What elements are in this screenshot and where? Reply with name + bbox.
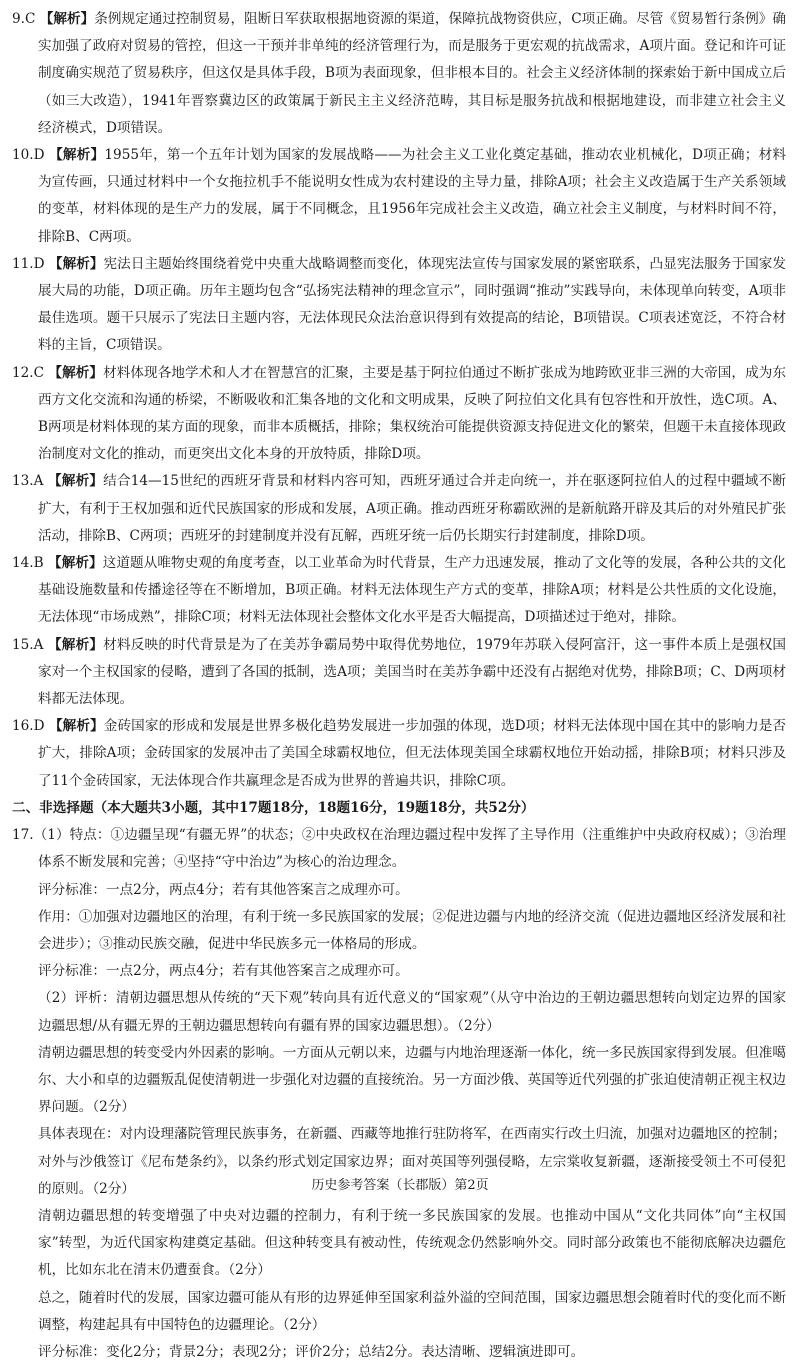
item-text: 材料体现各地学术和人才在智慧宫的汇聚，主要是基于阿拉伯通过不断扩张成为地跨欧亚非三洲的大帝国，成为东西方文化交流和沟通的桥梁，不断吸收和汇集各地的文化和文明成果，反映了阿拉伯文化具有包容性和开放性，选C项。A、B两项是材料体现的某方面的现象，而非本质概括，排除；集权统治可能提供资源支持促进文化的繁荣，但题干未直接体现政治制度对文化的推动，而更突出文化本身的开放特质，排除D项。: [38, 364, 786, 463]
section-title: 二、非选择题（本大题共3小题，其中17题18分，18题16分，19题18分，共52分）: [12, 799, 535, 816]
item-number: 15.: [12, 636, 34, 653]
item-number: 12.: [12, 364, 34, 381]
analysis-tag: 【解析】: [39, 11, 95, 27]
q17-part2-evaluation: （2）评析：清朝边疆思想从传统的“天下观”转向具有近代意义的“国家观”（从守中治边的王朝边疆思想转向划定边界的国家边疆思想/从有疆无界的王朝边疆思想转向有疆有界的国家边疆思想）。（2分）: [38, 990, 786, 1034]
answer-item-10: [12, 142, 786, 251]
analysis-tag: 【解析】: [48, 718, 104, 735]
item-number: 10.: [12, 147, 34, 164]
analysis-tag: 【解析】: [48, 555, 103, 572]
answer-item-15: [12, 632, 786, 714]
q17-part1-effects: 作用：①加强对边疆地区的治理，有利于统一多民族国家的发展；②促进边疆与内地的经济交流（促进边疆地区经济发展和社会进步）；③推动民族交融，促进中华民族多元一体格局的形成。: [38, 908, 786, 952]
q17-scoring-3: 评分标准：变化2分；背景2分；表现2分；评价2分；总结2分。表达清晰、逻辑演进即可。: [38, 1343, 585, 1360]
item-text: 宪法日主题始终围绕着党中央重大战略调整而变化，体现宪法宣传与国家发展的紧密联系，凸显宪法服务于国家发展大局的功能，D项正确。历年主题均包含“弘扬宪法精神的理念宣示”，同时强调“推动”实践导向，未体现单向转变，A项非最佳选项。题干只展示了宪法日主题内容，无法体现民众法治意识得到有效提高的结论，B项错误。C项表述宽泛，不符合材料的主旨，C项错误。: [38, 255, 787, 354]
q17-scoring-1: 评分标准：一点2分，两点4分；若有其他答案言之成理亦可。: [38, 881, 409, 898]
item-number: 14.: [12, 555, 34, 572]
answer-item-12: [12, 360, 786, 469]
item-answer: C: [24, 11, 36, 27]
analysis-tag: 【解析】: [47, 473, 104, 490]
item-answer: A: [33, 473, 44, 490]
item-text: 结合14—15世纪的西班牙背景和材料内容可知，西班牙通过合并走向统一，并在驱逐阿拉伯人的过程中疆域不断扩大，有利于王权加强和近代民族国家的形成和发展，A项正确。推动西班牙称霸欧洲的是新航路开辟及其后的对外殖民扩张活动，排除B、C两项；西班牙的封建制度并没有瓦解，西班牙统一后仍长期实行封建制度，排除D项。: [38, 473, 786, 544]
answer-item-14: [12, 550, 786, 632]
q17-scoring-2: 评分标准：一点2分，两点4分；若有其他答案言之成理亦可。: [38, 963, 409, 980]
item-number: 9.: [12, 11, 25, 27]
item-answer: D: [33, 718, 45, 735]
q17-part2-assessment: 清朝边疆思想的转变增强了中央对边疆的控制力，有利于统一多民族国家的发展。也推动中国从“文化共同体”向“主权国家”转型，为近代国家构建奠定基础。但这种转变具有被动性，传统观念仍然影响外交。同时部分政策也不能彻底解决边疆危机，比如东北在清末仍遭蚕食。（2分）: [38, 1207, 786, 1279]
item-number: 11.: [12, 255, 34, 272]
item-text: 条例规定通过控制贸易，阻断日军获取根据地资源的渠道，保障抗战物资供应，C项正确。尽管《贸易暂行条例》确实加强了政府对贸易的管控，但这一干预并非单纯的经济管理行为，而是服务于更宏观的抗战需求，A项片面。登记和许可证制度确实规范了贸易秩序，但这仅是具体手段，B项为表面现象，但非根本目的。社会主义经济体制的探索始于新中国成立后（如三大改造），1941年晋察冀边区的政策属于新民主主义经济范畴，其目标是服务抗战和根据地建设，而非建立社会主义经济模式，D项错误。: [38, 11, 786, 136]
answer-item-11: [12, 251, 786, 360]
q17-part2-background: 清朝边疆思想的转变受内外因素的影响。一方面从元朝以来，边疆与内地治理逐渐一体化，统一多民族国家得到发展。但准噶尔、大小和卓的边疆叛乱促使清朝进一步强化对边疆的直接统治。另一方面沙俄、英国等近代列强的扩张迫使清朝正视主权边界问题。（2分）: [38, 1044, 786, 1116]
answer-item-16: [12, 713, 786, 795]
item-text: 这道题从唯物史观的角度考查，以工业革命为时代背景，生产力迅速发展，推动了文化等的发展，各种公共的文化基础设施数量和传播途径等在不断增加，B项正确。材料无法体现生产方式的变革，排除A项；材料是公共性质的文化设施，无法体现“市场成熟”，排除C项；材料无法体现社会整体文化水平是否大幅提高，D项描述过于绝对，排除。: [38, 555, 787, 626]
q17-part2-conclusion: 总之，随着时代的发展，国家边疆可能从有形的边界延伸至国家利益外溢的空间范围，国家边疆思想会随着时代的变化而不断调整，构建起具有中国特色的边疆理论。（2分）: [38, 1289, 786, 1333]
multiple-choice-explanations: [12, 6, 786, 795]
item-answer: B: [33, 555, 44, 572]
item-number: 13.: [12, 473, 34, 490]
page-footer: 历史参考答案（长郡版）第2页: [311, 1178, 489, 1193]
analysis-tag: 【解析】: [48, 255, 104, 272]
analysis-tag: 【解析】: [49, 147, 105, 164]
analysis-tag: 【解析】: [48, 364, 104, 381]
item-answer: D: [33, 255, 45, 272]
q17-part1-features: 17.（1）特点：①边疆呈现“有疆无界”的状态；②中央政权在治理边疆过程中发挥了主导作用（注重维护中央政府权威）；③治理体系不断发展和完善；④坚持“守中治边”为核心的治边理念。: [12, 827, 786, 871]
answer-item-9: [12, 6, 786, 142]
item-text: 1955年，第一个五年计划为国家的发展战略——为社会主义工业化奠定基础，推动农业机械化，D项正确；材料为宣传画，只通过材料中一个女拖拉机手不能说明女性成为农村建设的主导力量，排除A项；社会主义改造属于生产关系领域的变革，材料体现的是生产力的发展，属于不同概念，且1956年完成社会主义改造，确立社会主义制度，与材料时间不符，排除B、C两项。: [38, 147, 786, 245]
analysis-tag: 【解析】: [47, 636, 104, 653]
q17-part2-manifestation: 具体表现在：对内设理藩院管理民族事务，在新疆、西藏等地推行驻防将军，在西南实行改土归流，加强对边疆地区的控制；对外与沙俄签订《尼布楚条约》，以条约形式划定国家边界；面对英国等列强侵略，左宗棠收复新疆，逐渐接受领土不可侵犯的原则。（2分）: [38, 1126, 786, 1197]
item-text: 材料反映的时代背景是为了在美苏争霸局势中取得优势地位，1979年苏联入侵阿富汗，这一事件本质上是强权国家对一个主权国家的侵略，遭到了各国的抵制，选A项；美国当时在美苏争霸中还没有占据绝对优势，排除B项；C、D两项材料都无法体现。: [38, 636, 787, 708]
item-answer: C: [33, 364, 45, 381]
answer-item-13: [12, 468, 786, 550]
item-text: 金砖国家的形成和发展是世界多极化趋势发展进一步加强的体现，选D项；材料无法体现中国在其中的影响力是否扩大，排除A项；金砖国家的发展冲击了美国全球霸权地位，但无法体现美国全球霸权地位开始动摇，排除B项；材料只涉及了11个金砖国家，无法体现合作共赢理念是否成为世界的普遍共识，排除C项。: [38, 718, 787, 789]
question-17: [12, 822, 786, 1366]
item-answer: D: [33, 147, 45, 164]
item-answer: A: [33, 636, 44, 653]
item-number: 16.: [12, 718, 34, 735]
